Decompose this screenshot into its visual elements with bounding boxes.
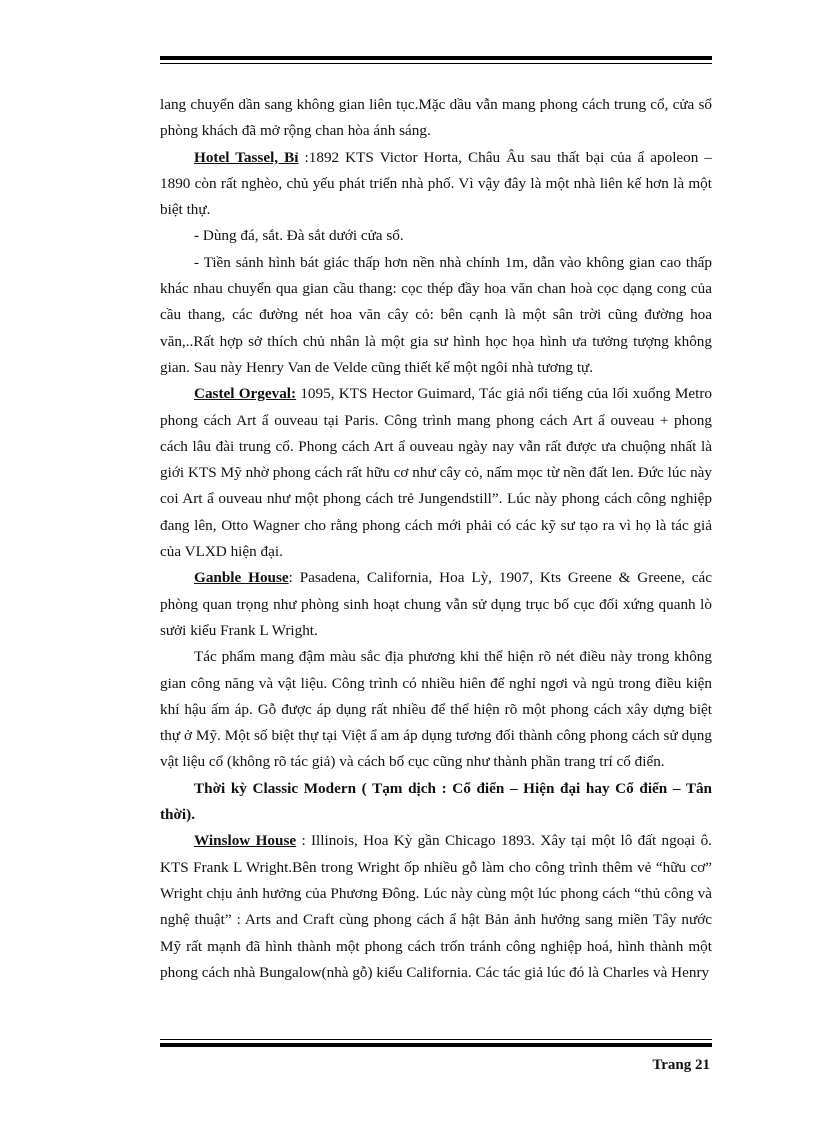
section-heading-classic-modern: Thời kỳ Classic Modern ( Tạm dịch : Cổ điển – Hiện đại hay Cổ điển – Tân thời). — [160, 779, 712, 824]
paragraph-hotel-tassel — [160, 145, 712, 224]
text-hotel-tassel: :1892 KTS Victor Horta, Châu Âu sau thất bại của ẩ apoleon – 1890 còn rất nghèo, chủ yếu phát triển nhà phố. Vì vậy đây là một nhà liên kế hơn là một biệt thự. — [160, 148, 712, 219]
header-rule-thick — [160, 56, 712, 60]
heading-castel-orgeval: Castel Orgeval: — [194, 385, 297, 403]
text-ganble-house: : Pasadena, California, Hoa Lỳ, 1907, Kts Greene & Greene, các phòng quan trọng như phòng sinh hoạt chung vẫn sử dụng trục bố cục đối xứng quanh lò sưởi kiểu Frank L Wright. — [160, 569, 712, 639]
heading-hotel-tassel: Hotel Tassel, Bỉ — [194, 148, 299, 166]
heading-winslow-house: Winslow House — [194, 832, 297, 850]
footer-rule-thick — [160, 1043, 712, 1047]
paragraph-materials: - Dùng đá, sắt. Đà sắt dưới cửa sổ. — [194, 227, 404, 245]
paragraph-winslow-house — [160, 828, 712, 986]
paragraph-local-style: Tác phẩm mang đậm màu sắc địa phương khi thể hiện rõ nét điều này trong không gian công năng và vật liệu. Công trình có nhiều hiên để nghỉ ngơi và ngủ trong điều kiện khí hậu ấm áp. Gỗ được áp dụng rất nhiều để thể hiện rõ một phong cách xây dựng biệt thự ở Mỹ. Một số biệt thự tại Việt ẩ am áp dụng tương đối thành công phong cách sử dụng vật liệu cổ (không rõ tác giả) và cách bố cục cũng như thành phần trang trí cổ điển. — [160, 648, 712, 771]
text-castel-orgeval: 1095, KTS Hector Guimard, Tác giả nổi tiếng của lối xuống Metro phong cách Art ẩ ouveau tại Paris. Công trình mang phong cách Art ẩ ouveau + phong cách lâu đài trung cổ. Phong cách Art ẩ ouveau ngày nay vẫn rất được ưa chuộng nhất là giới KTS Mỹ nhờ phong cách rất hữu cơ như cây cỏ, nấm mọc từ nền đất len. Đức lúc này coi Art ẩ ouveau như một phong cách trẻ Jungendstill”. Lúc này phong cách công nghiệp đang lên, Otto Wagner cho rằng phong cách mới phải có các kỹ sư tạo ra vì họ là tác giả của VLXD hiện đại. — [160, 385, 712, 561]
footer-rule-thin — [160, 1039, 712, 1040]
heading-ganble-house: Ganble House — [194, 569, 289, 587]
header-rule-thin — [160, 63, 712, 64]
page-body — [160, 92, 712, 986]
text-winslow-house: : Illinois, Hoa Kỳ gần Chicago 1893. Xây tại một lô đất ngoại ô. KTS Frank L Wright.Bên trong Wright ốp nhiều gỗ làm cho công trình thêm vẻ “hữu cơ” Wright chịu ảnh hưởng của Phương Đông. Lúc này cùng một lúc phong cách “thủ công và nghệ thuật” : Arts and Craft cùng phong cách ẩ hật Bản ảnh hưởng sang miền Tây nước Mỹ rất mạnh đã hình thành một phong cách trốn tránh công nghiệp hoá, hình thành một phong cách nhà Bungalow(nhà gỗ) kiểu California. Các tác giả lúc đó là Charles và Henry — [160, 832, 712, 981]
paragraph-ganble-house — [160, 565, 712, 644]
paragraph-castel-orgeval — [160, 381, 712, 565]
paragraph-lobby: - Tiền sảnh hình bát giác thấp hơn nền nhà chính 1m, dẫn vào không gian cao thấp khác nhau chuyển qua gian cầu thang: cọc thép đầy hoa văn chan hoà cọc dạng cong của cầu thang, các đường nét hoa văn cây cỏ: bên cạnh là một sân trời cũng đường hoa văn,..Rất hợp sở thích chủ nhân là một gia sư hình học họa hình ưa tưởng tượng không gian. Sau này Henry Van de Velde cũng thiết kế một ngôi nhà tương tự. — [160, 253, 712, 376]
page-number: Trang 21 — [652, 1057, 710, 1073]
paragraph-1: lang chuyển dần sang không gian liên tục.Mặc dầu vẫn mang phong cách trung cổ, cửa sổ phòng khách đã mở rộng chan hòa ánh sáng. — [160, 96, 712, 140]
